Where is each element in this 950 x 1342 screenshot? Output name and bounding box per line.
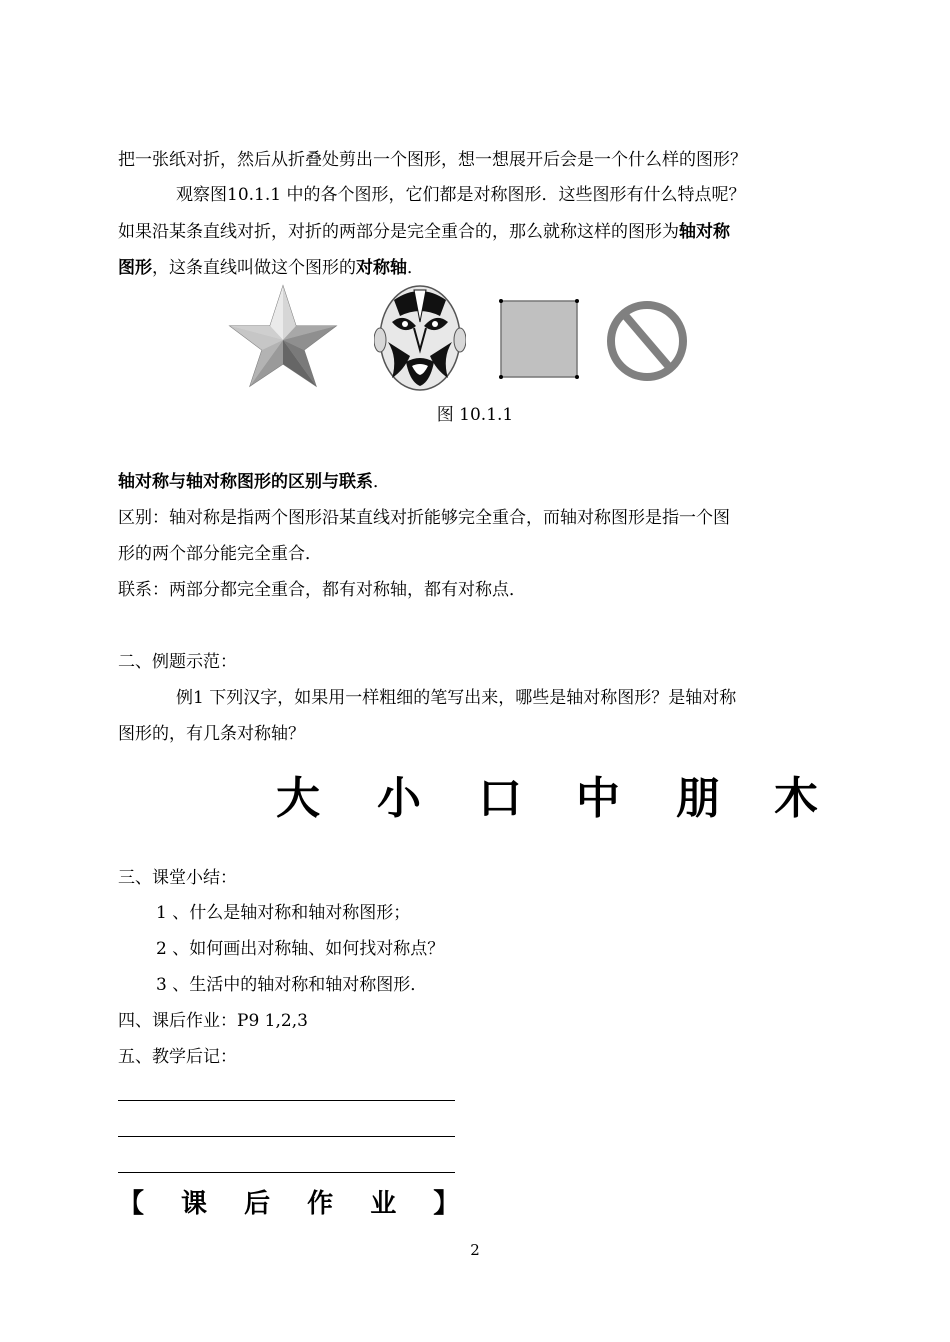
intro-line-4-end: ．	[407, 258, 424, 278]
distinction-diff-line-1: 区别：轴对称是指两个图形沿某直线对折能够完全重合，而轴对称图形是指一个图	[118, 508, 730, 528]
no-sign-icon	[604, 298, 690, 384]
star-icon	[228, 284, 338, 388]
summary-item-1: 1 、什么是轴对称和轴对称图形；	[156, 903, 411, 923]
intro-line-3-text: 如果沿某条直线对折，对折的两部分是完全重合的，那么就称这样的图形为	[118, 222, 679, 242]
square-icon	[498, 298, 580, 380]
intro-line-3	[118, 220, 730, 244]
intro-line-4	[118, 256, 424, 280]
term-figure: 图形	[118, 258, 152, 278]
notes-rule-1	[118, 1100, 455, 1101]
character-kou: 口	[478, 773, 522, 824]
opera-mask-icon	[374, 282, 466, 394]
summary-item-3: 3 、生活中的轴对称和轴对称图形．	[156, 975, 428, 995]
distinction-heading-text: 轴对称与轴对称图形的区别与联系	[118, 472, 373, 492]
notes-rule-2	[118, 1136, 455, 1137]
term-axis-of-symmetry: 对称轴	[356, 258, 407, 278]
term-axial-symmetry: 轴对称	[679, 222, 730, 242]
distinction-heading-end: ．	[373, 472, 390, 492]
character-xiao: 小	[377, 773, 421, 824]
character-peng: 朋	[676, 773, 720, 824]
distinction-diff-line-2: 形的两个部分能完全重合．	[118, 544, 322, 564]
distinction-link: 联系：两部分都完全重合，都有对称轴，都有对称点．	[118, 580, 526, 600]
homework-line: 四、课后作业：P9 1,2,3	[118, 1011, 308, 1031]
intro-line-1: 把一张纸对折，然后从折叠处剪出一个图形，想一想展开后会是一个什么样的图形？	[118, 150, 747, 170]
notes-rule-3	[118, 1172, 455, 1173]
examples-heading: 二、例题示范：	[118, 652, 237, 672]
character-zhong: 中	[576, 773, 620, 824]
example-characters	[0, 762, 950, 822]
intro-line-2: 观察图10.1.1 中的各个图形，它们都是对称图形．这些图形有什么特点呢？	[176, 185, 746, 205]
example-1-line-1: 例1 下列汉字，如果用一样粗细的笔写出来，哪些是轴对称图形？是轴对称	[176, 688, 737, 708]
notes-heading: 五、教学后记：	[118, 1047, 237, 1067]
character-mu: 木	[774, 773, 818, 824]
summary-heading: 三、课堂小结：	[118, 868, 237, 888]
homework-title: 【 课 后 作 业 】	[118, 1189, 474, 1219]
intro-line-4-text: ，这条直线叫做这个图形的	[152, 258, 356, 278]
figure-caption: 图 10.1.1	[436, 405, 514, 425]
summary-item-2: 2 、如何画出对称轴、如何找对称点？	[156, 939, 445, 959]
character-da: 大	[276, 773, 320, 824]
example-1-line-2: 图形的，有几条对称轴？	[118, 724, 305, 744]
page-number: 2	[470, 1241, 480, 1259]
distinction-heading	[118, 470, 390, 494]
figure-10-1-1	[0, 280, 950, 390]
